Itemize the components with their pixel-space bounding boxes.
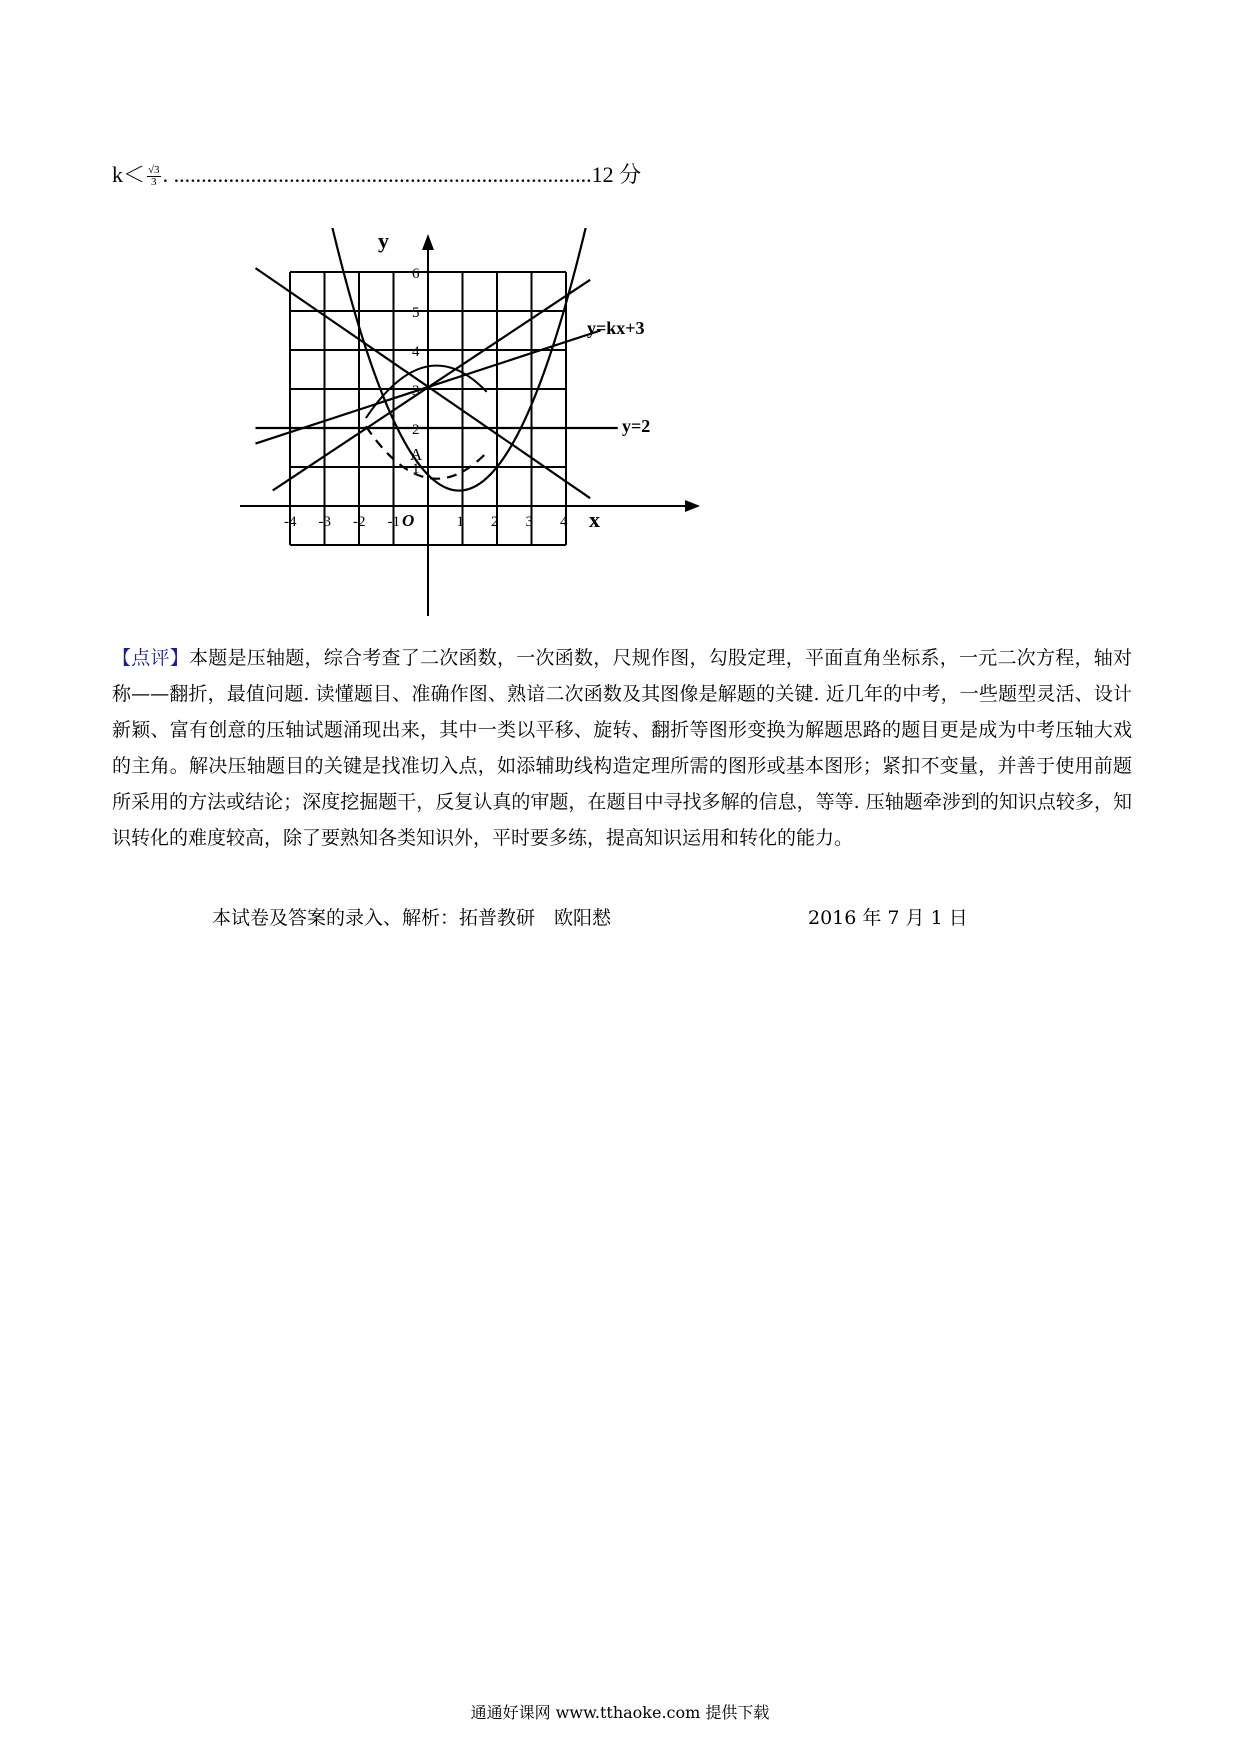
- x-tick-label: 3: [525, 514, 533, 530]
- score-text: 12 分: [591, 162, 642, 187]
- x-axis-label: x: [589, 507, 600, 532]
- fraction-numerator: √3: [148, 163, 160, 176]
- y-axis-label: y: [378, 228, 389, 253]
- credits-date: 2016 年 7 月 1 日: [808, 907, 968, 929]
- y-tick-label: 2: [412, 422, 420, 438]
- credits-line: [212, 903, 968, 930]
- point-a-label: A: [410, 445, 423, 464]
- x-axis: [240, 500, 700, 512]
- inequality-variable: k: [112, 162, 123, 187]
- y-tick-label: 4: [412, 344, 420, 360]
- y-tick-label: 1: [412, 461, 420, 477]
- y-axis: [422, 234, 434, 616]
- x-tick-label: 2: [491, 514, 499, 530]
- page-footer: 通通好课网 www.tthaoke.com 提供下载: [470, 1703, 770, 1722]
- x-tick-label: -4: [284, 514, 297, 530]
- x-tick-label: 4: [560, 514, 568, 530]
- function-graph-figure: [240, 228, 710, 628]
- inequality-relation: ＜: [123, 162, 146, 187]
- x-tick-label: -1: [387, 514, 400, 530]
- fraction: [147, 165, 161, 189]
- x-tick-labels: [284, 514, 568, 530]
- comment-text: 本题是压轴题，综合考查了二次函数，一次函数，尺规作图，勾股定理，平面直角坐标系，一元二次方程，轴对称——翻折，最值问题. 读懂题目、准确作图、熟谙二次函数及其图像是解题的关键. 近几年的中考，一些题型灵活、设计新颖、富有创意的压轴试题涌现出来，其中一类以平移、旋转、翻折等图形变换为解题思路的题目更是成为中考压轴大戏的主角。解决压轴题目的关键是找准切入点，如添辅助线构造定理所需的图形或基本图形；紧扣不变量，并善于使用前题所采用的方法或结论；深度挖掘题干，反复认真的审题，在题目中寻找多解的信息，等等. 压轴题牵涉到的知识点较多，知识转化的难度较高，除了要熟知各类知识外，平时要多练，提高知识运用和转化的能力。: [112, 647, 1132, 849]
- y-tick-label: 5: [412, 305, 420, 321]
- fraction-denominator: 3: [151, 176, 157, 189]
- line-label-kx3: y=kx+3: [587, 318, 645, 338]
- dot-leader: . ............................................................................: [162, 162, 592, 187]
- comment-label: 【点评】: [112, 647, 189, 669]
- parabola-upward: [304, 228, 604, 491]
- y-tick-label: 6: [412, 266, 420, 282]
- parabola-dashed-fold: [366, 426, 487, 478]
- comment-paragraph: [112, 640, 1132, 856]
- line-label-y2: y=2: [622, 416, 651, 436]
- inequality-line: [112, 164, 641, 189]
- credits-text: 本试卷及答案的录入、解析：拓普教研 欧阳慭: [212, 907, 612, 929]
- x-tick-label: 1: [456, 514, 464, 530]
- origin-label: O: [402, 511, 415, 530]
- x-tick-label: -2: [353, 514, 366, 530]
- x-tick-label: -3: [318, 514, 331, 530]
- y-tick-label: 3: [412, 383, 420, 399]
